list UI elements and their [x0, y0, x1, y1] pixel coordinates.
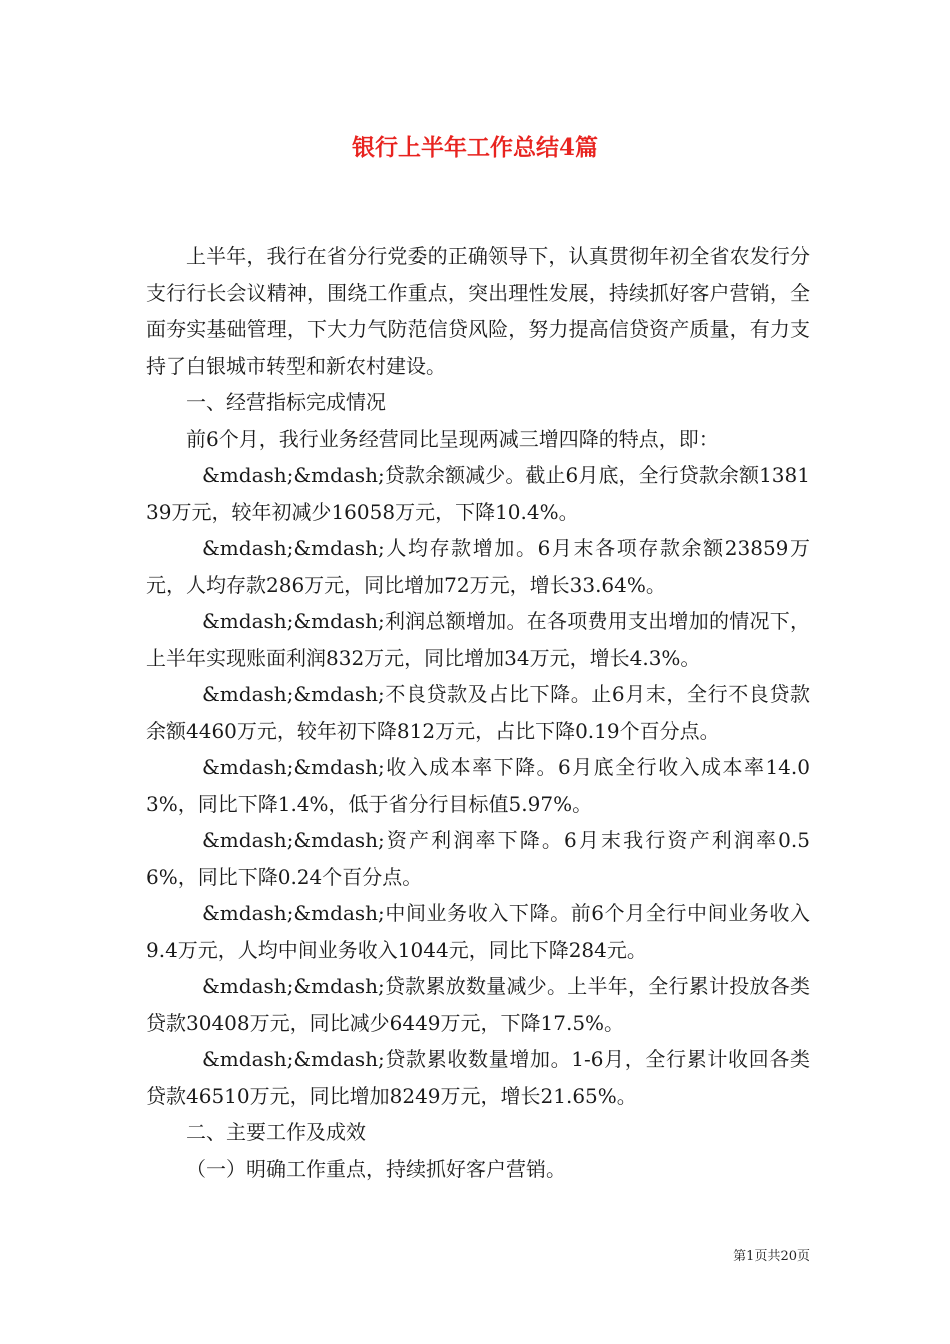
- section-heading: 一、经营指标完成情况: [186, 390, 386, 414]
- intro-paragraph: 上半年，我行在省分行党委的正确领导下，认真贯彻年初全省农发行分支行行长会议精神，围绕工作重点，突出理性发展，持续抓好客户营销，全面夯实基础管理，下大力气防范信贷风险，努力提高信贷资产质量，有力支持了白银城市转型和新农村建设。: [146, 244, 810, 378]
- section-heading: 二、主要工作及成效: [186, 1120, 366, 1144]
- indicator-item: &mdash;&mdash;贷款累放数量减少。上半年，全行累计投放各类贷款30408万元，同比减少6449万元，下降17.5%。: [146, 974, 810, 1035]
- indicator-item: &mdash;&mdash;中间业务收入下降。前6个月全行中间业务收入9.4万元，人均中间业务收入1044元，同比下降284元。: [146, 901, 810, 962]
- document-body: [146, 238, 810, 1187]
- indicator-item: &mdash;&mdash;人均存款增加。6月末各项存款余额23859万元，人均存款286万元，同比增加72万元，增长33.64%。: [146, 536, 810, 597]
- indicator-item: &mdash;&mdash;资产利润率下降。6月末我行资产利润率0.56%，同比下降0.24个百分点。: [146, 828, 810, 889]
- indicator-item: &mdash;&mdash;贷款余额减少。截止6月底，全行贷款余额138139万元，较年初减少16058万元，下降10.4%。: [146, 463, 810, 524]
- page-number: 第1页共20页: [733, 1249, 810, 1264]
- indicator-item: &mdash;&mdash;收入成本率下降。6月底全行收入成本率14.03%，同比下降1.4%，低于省分行目标值5.97%。: [146, 755, 810, 816]
- indicator-item: &mdash;&mdash;利润总额增加。在各项费用支出增加的情况下，上半年实现账面利润832万元，同比增加34万元，增长4.3%。: [146, 609, 810, 670]
- indicator-item: &mdash;&mdash;贷款累收数量增加。1-6月，全行累计收回各类贷款46510万元，同比增加8249万元，增长21.65%。: [146, 1047, 810, 1108]
- paragraph: 前6个月，我行业务经营同比呈现两减三增四降的特点，即：: [186, 426, 719, 451]
- document-title: 银行上半年工作总结4篇: [351, 134, 598, 161]
- subsection-heading: （一）明确工作重点，持续抓好客户营销。: [186, 1156, 566, 1181]
- indicator-item: &mdash;&mdash;不良贷款及占比下降。止6月末，全行不良贷款余额4460万元，较年初下降812万元，占比下降0.19个百分点。: [146, 682, 810, 743]
